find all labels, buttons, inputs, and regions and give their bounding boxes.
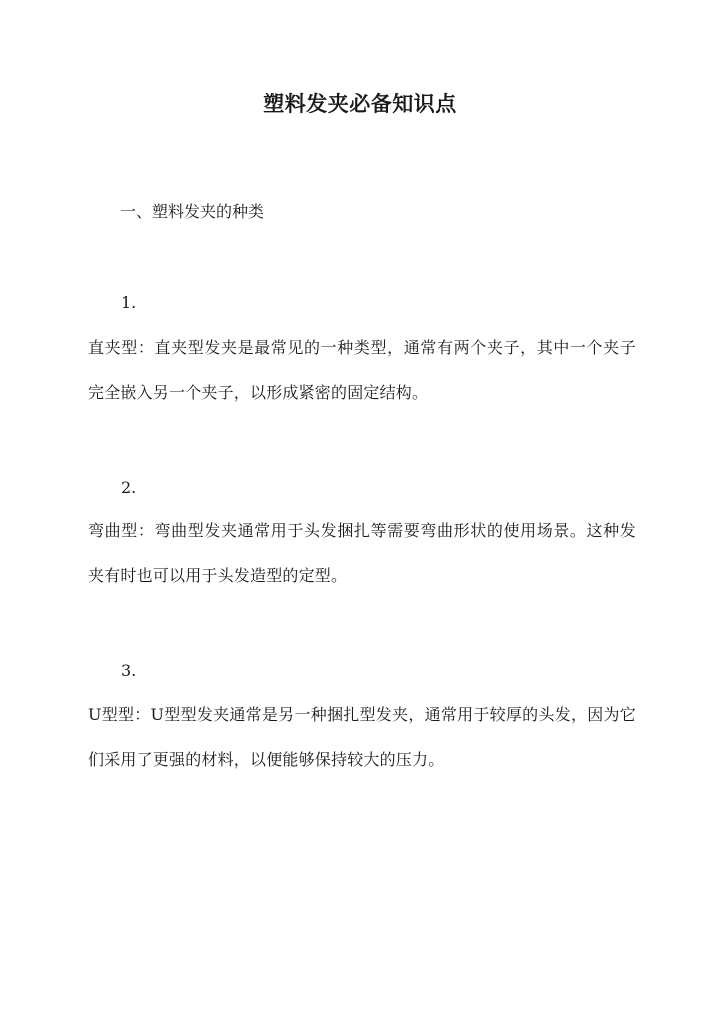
document-title: 塑料发夹必备知识点 [263,91,457,116]
item-text-1: 直夹型：直夹型发夹是最常见的一种类型，通常有两个夹子，其中一个夹子完全嵌入另一个夹子，以形成紧密的固定结构。 [88,338,636,402]
item-number-1: 1. [121,293,137,312]
item-number-3: 3. [121,661,137,680]
item-text-3: U型型：U型型发夹通常是另一种捆扎型发夹，通常用于较厚的头发，因为它们采用了更强的材料，以便能够保持较大的压力。 [88,705,636,769]
item-text-2: 弯曲型：弯曲型发夹通常用于头发捆扎等需要弯曲形状的使用场景。这种发夹有时也可以用于头发造型的定型。 [88,521,636,585]
section-heading: 一、塑料发夹的种类 [120,202,265,221]
item-number-2: 2. [121,478,137,497]
